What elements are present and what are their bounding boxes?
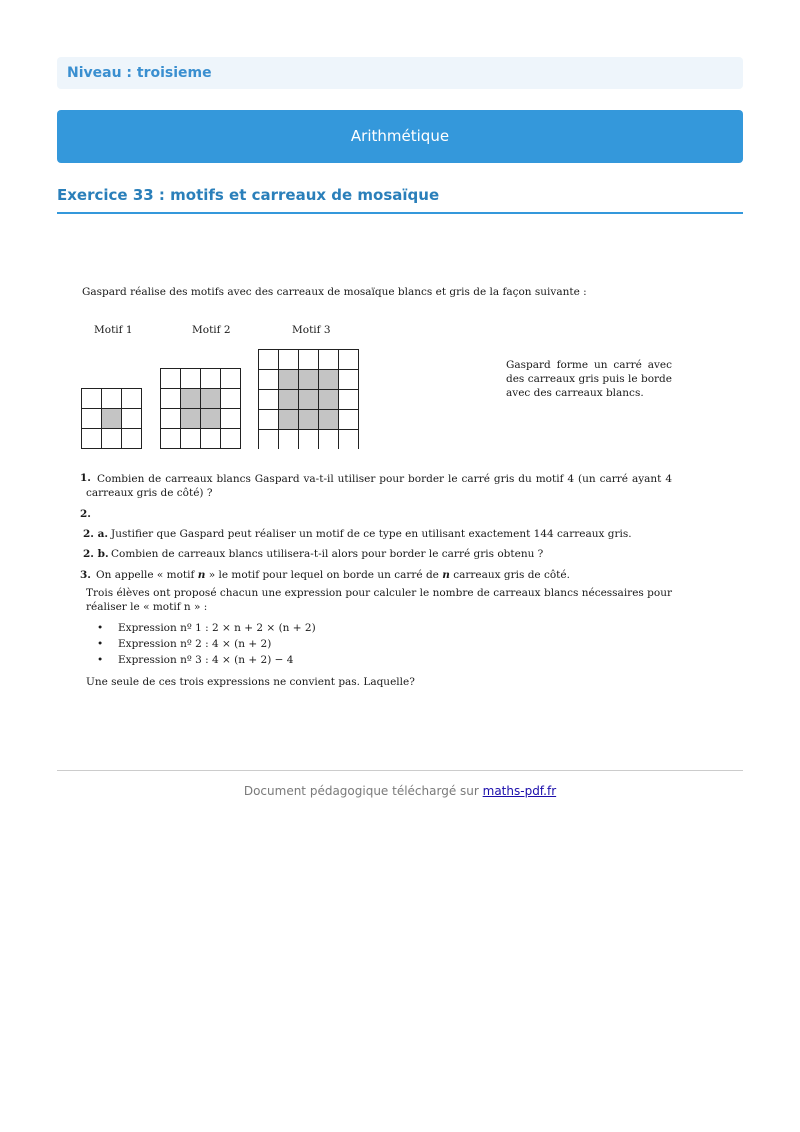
q2b-text: Combien de carreaux blancs utilisera-t-il alors pour border le carré gris obtenu ?	[111, 548, 544, 560]
bullet-2: •	[97, 638, 104, 650]
gray-tile	[181, 409, 201, 429]
expression-2: Expression nº 2 : 4 × (n + 2)	[118, 638, 272, 650]
footer-link[interactable]: maths-pdf.fr	[482, 784, 557, 798]
white-tile	[161, 389, 181, 409]
white-tile	[82, 409, 102, 429]
bullet-3: •	[97, 654, 104, 666]
footer-divider	[57, 770, 743, 771]
gray-tile	[102, 409, 122, 429]
white-tile	[299, 430, 319, 450]
q3-paragraph: Trois élèves ont proposé chacun une expression pour calculer le nombre de carreaux blancs nécessaires pour réaliser le « motif n » :	[86, 587, 672, 613]
gray-tile	[319, 390, 339, 410]
white-tile	[161, 429, 181, 449]
white-tile	[339, 390, 359, 410]
white-tile	[319, 350, 339, 370]
gray-tile	[299, 390, 319, 410]
q3-intro: On appelle « motif n » le motif pour lequel on borde un carré de n carreaux gris de côté.	[96, 569, 570, 581]
white-tile	[339, 430, 359, 450]
gray-tile	[299, 370, 319, 390]
exercise-title: Exercice 33 : motifs et carreaux de mosaïque	[57, 186, 440, 204]
white-tile	[259, 350, 279, 370]
white-tile	[259, 390, 279, 410]
gray-tile	[201, 389, 221, 409]
gray-tile	[279, 370, 299, 390]
white-tile	[201, 369, 221, 389]
white-tile	[181, 369, 201, 389]
white-tile	[279, 430, 299, 450]
footer	[0, 784, 800, 798]
white-tile	[181, 429, 201, 449]
white-tile	[221, 429, 241, 449]
gray-tile	[299, 410, 319, 430]
white-tile	[221, 409, 241, 429]
white-tile	[339, 370, 359, 390]
q1-text: Combien de carreaux blancs Gaspard va-t-il utiliser pour border le carré gris du motif 4 (un carré ayant 4 carreaux gris de côté) ?	[86, 473, 672, 499]
white-tile	[201, 429, 221, 449]
white-tile	[161, 409, 181, 429]
white-tile	[82, 429, 102, 449]
white-tile	[339, 350, 359, 370]
gray-tile	[279, 390, 299, 410]
intro-text: Gaspard réalise des motifs avec des carreaux de mosaïque blancs et gris de la façon suivante :	[82, 286, 587, 298]
white-tile	[122, 409, 142, 429]
white-tile	[259, 410, 279, 430]
white-tile	[221, 369, 241, 389]
white-tile	[102, 389, 122, 409]
motif-3-label: Motif 3	[292, 324, 331, 336]
motif-1-label: Motif 1	[94, 324, 133, 336]
white-tile	[259, 370, 279, 390]
level-label: Niveau : troisieme	[67, 65, 212, 81]
side-explanation: Gaspard forme un carré avec des carreaux gris puis le borde avec des carreaux blancs.	[506, 359, 672, 399]
motif-2-grid	[160, 368, 241, 449]
expression-3: Expression nº 3 : 4 × (n + 2) − 4	[118, 654, 294, 666]
bullet-1: •	[97, 622, 104, 634]
gray-tile	[181, 389, 201, 409]
white-tile	[82, 389, 102, 409]
white-tile	[279, 350, 299, 370]
white-tile	[259, 430, 279, 450]
q2a-number: 2. a.	[83, 528, 109, 540]
q2b-number: 2. b.	[83, 548, 109, 560]
white-tile	[122, 389, 142, 409]
footer-text: Document pédagogique téléchargé sur	[243, 784, 483, 798]
white-tile	[221, 389, 241, 409]
conclusion-text: Une seule de ces trois expressions ne convient pas. Laquelle?	[86, 676, 415, 688]
q1-number: 1.	[80, 472, 91, 484]
motif-2-label: Motif 2	[192, 324, 231, 336]
white-tile	[122, 429, 142, 449]
gray-tile	[319, 370, 339, 390]
white-tile	[339, 410, 359, 430]
motif-3-grid	[258, 349, 359, 449]
white-tile	[161, 369, 181, 389]
subject-banner: Arithmétique	[57, 110, 743, 163]
gray-tile	[201, 409, 221, 429]
white-tile	[102, 429, 122, 449]
q2a-text: Justifier que Gaspard peut réaliser un motif de ce type en utilisant exactement 144 carreaux gris.	[111, 528, 632, 540]
q2-number: 2.	[80, 508, 91, 520]
white-tile	[299, 350, 319, 370]
white-tile	[319, 430, 339, 450]
motif-1-grid	[81, 388, 143, 449]
expression-1: Expression nº 1 : 2 × n + 2 × (n + 2)	[118, 622, 316, 634]
q3-number: 3.	[80, 569, 91, 581]
gray-tile	[279, 410, 299, 430]
gray-tile	[319, 410, 339, 430]
